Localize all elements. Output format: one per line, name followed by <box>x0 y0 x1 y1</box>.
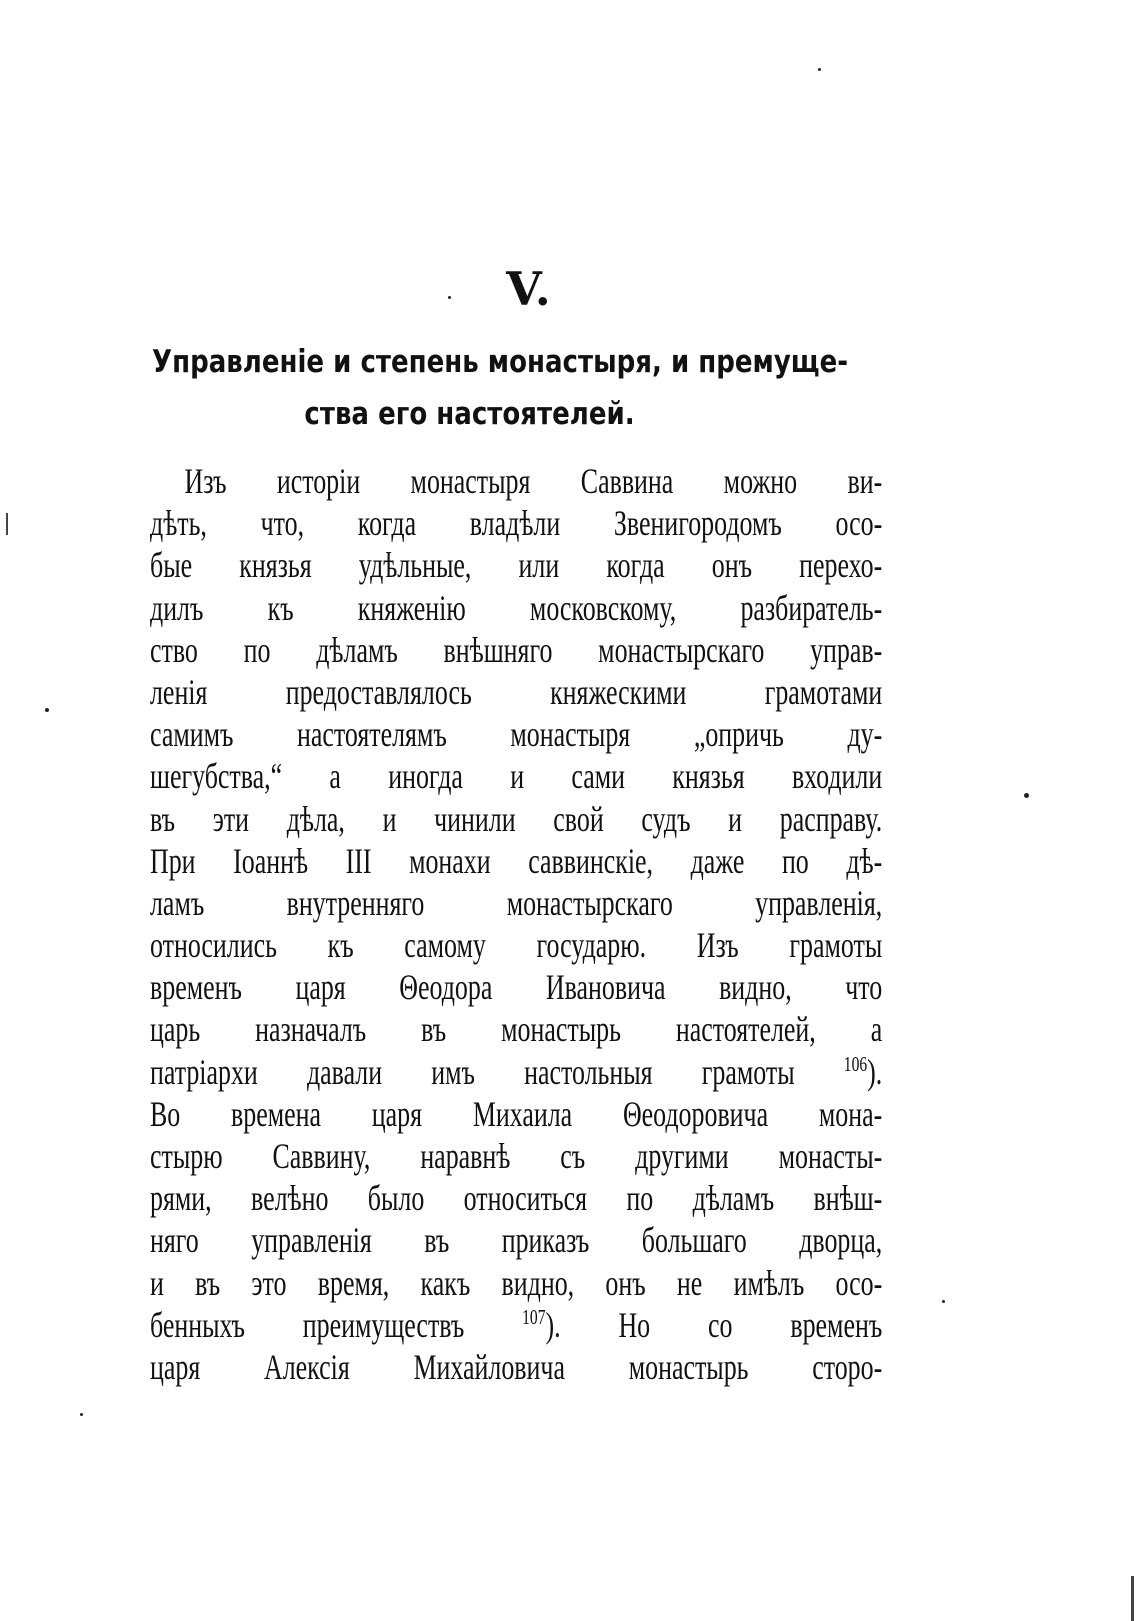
text-line-19: няго управленія въ приказъ большаго дворца, <box>150 1220 883 1261</box>
chapter-title-line-2: ства его настоятелей. <box>304 396 635 432</box>
text-line-15 <box>150 1051 882 1093</box>
text-line-5: ство по дѣламъ внѣшняго монастырскаго управ- <box>150 629 883 670</box>
text-line-11: ламъ внутренняго монастырскаго управленія, <box>150 882 883 923</box>
scan-speck <box>45 708 49 712</box>
text-line-16: Во времена царя Михаила Θеодоровича мона- <box>150 1093 883 1134</box>
scan-edge-mark <box>6 513 8 535</box>
text-line-9: въ эти дѣла, и чинили свой судъ и расправу. <box>150 798 883 839</box>
text-line-18: рями, велѣно было относиться по дѣламъ внѣш- <box>150 1178 883 1219</box>
text-line-12: относились къ самому государю. Изъ грамоты <box>150 925 883 966</box>
text-line-8: шегубства,“ а иногда и сами князья входили <box>150 756 883 797</box>
footnote-ref-107-after: ). Но со временъ <box>545 1304 883 1345</box>
text-line-6: ленія предоставлялось княжескими грамотами <box>150 671 883 712</box>
text-line-15-body: патріархи давали имъ настольныя грамоты <box>150 1051 795 1092</box>
footnote-ref-107[interactable]: 107 <box>522 1304 546 1329</box>
text-line-21 <box>150 1304 882 1346</box>
text-line-3: быe князья удѣльные, или когда онъ перехо- <box>150 545 883 586</box>
text-line-13: временъ царя Θеодора Ивановича видно, что <box>150 967 883 1008</box>
scan-speck <box>818 68 821 71</box>
scan-speck <box>1024 793 1029 798</box>
text-line-22: царя Алексія Михайловича монастырь сторо- <box>150 1346 883 1387</box>
footnote-ref-106-close: ). <box>867 1051 883 1092</box>
footnote-ref-106[interactable]: 106 <box>843 1051 868 1076</box>
scan-edge-mark <box>1131 1576 1134 1621</box>
text-line-10: При Іоаннѣ III монахи саввинскіе, даже по дѣ- <box>150 840 883 881</box>
text-line-17: стырю Саввину, наравнѣ съ другими монасты- <box>150 1136 883 1176</box>
text-line-21-body: бенныхъ преимуществъ <box>150 1304 465 1345</box>
text-line-7: самимъ настоятелямъ монастыря „опричь ду- <box>150 714 883 755</box>
text-line-14: царь назначалъ въ монастырь настоятелей, а <box>150 1009 883 1050</box>
text-line-4: дилъ къ княженію московскому, разбиратель- <box>150 587 883 628</box>
chapter-title <box>152 336 849 440</box>
scan-speck <box>942 1300 945 1303</box>
body-paragraph <box>150 460 882 1388</box>
chapter-number: V. <box>506 262 552 316</box>
scan-speck <box>448 296 451 299</box>
text-line-2: дѣть, что, когда владѣли Звенигородомъ осо- <box>150 503 883 544</box>
text-line-20: и въ это время, какъ видно, онъ не имѣлъ осо- <box>150 1262 883 1303</box>
text-line-1: Изъ исторіи монастыря Саввина можно ви- <box>184 461 883 501</box>
chapter-title-line-1: Управленіе и степень монастыря, и премуще- <box>152 344 849 380</box>
scan-speck <box>80 1413 83 1416</box>
